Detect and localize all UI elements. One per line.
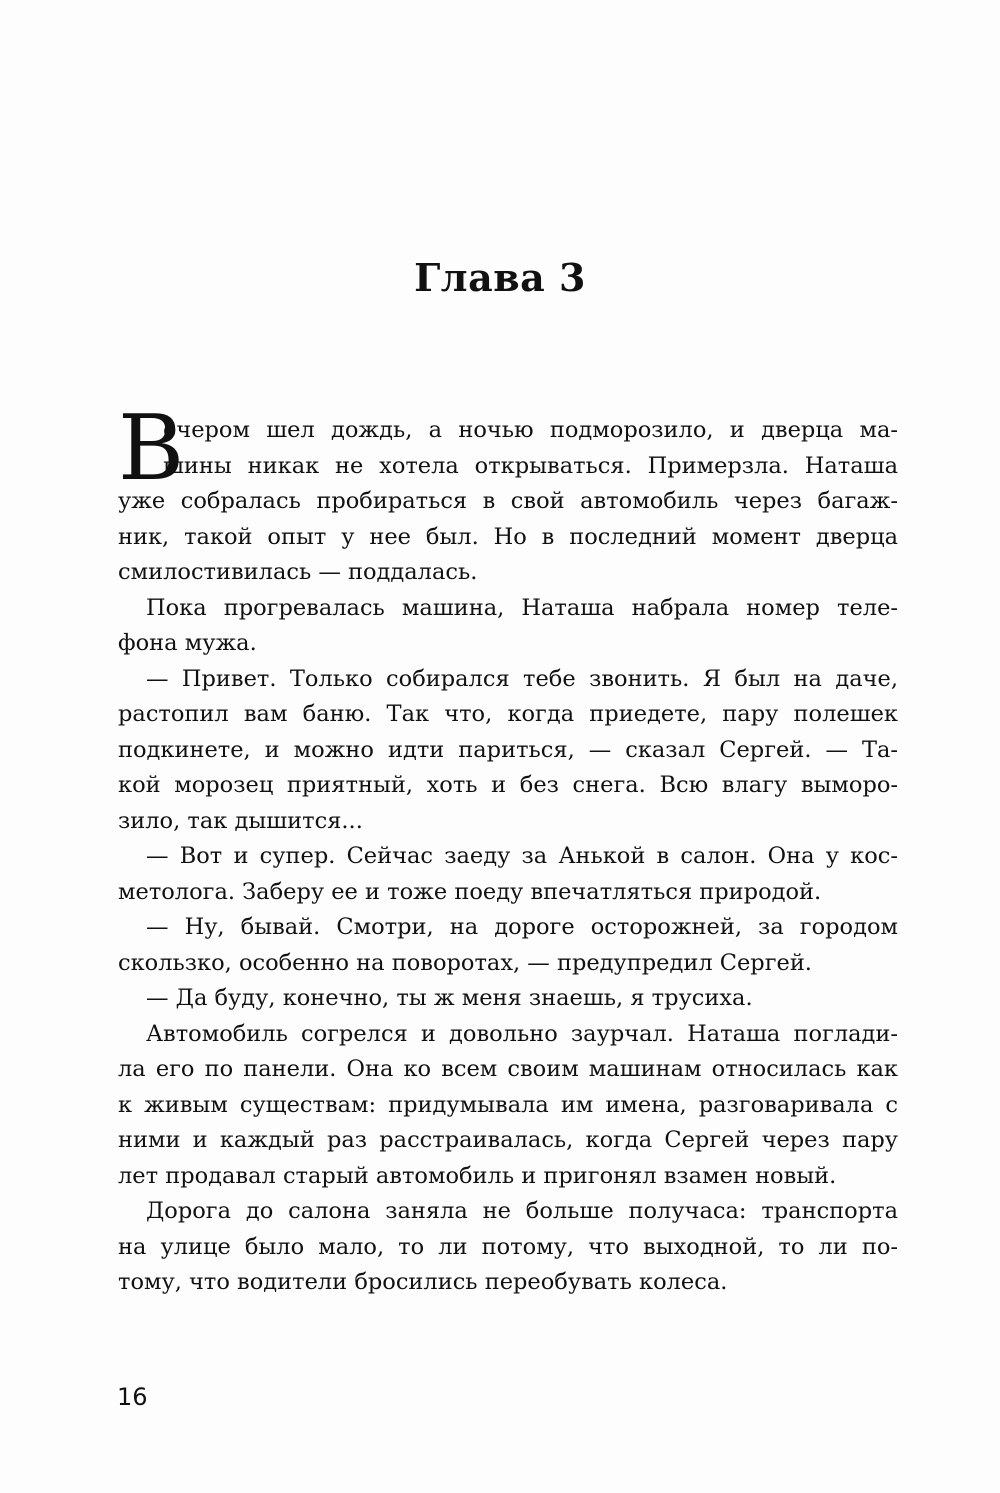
text-line: — Ну, бывай. Смотри, на дороге осторожней, за городом	[146, 914, 898, 940]
text-line: ечером шел дождь, а ночью подморозило, и дверца ма-	[163, 417, 898, 443]
text-line: смилостивилась — поддалась.	[118, 559, 478, 585]
drop-cap: В	[118, 396, 185, 501]
text-line: Дорога до салона заняла не больше получаса: транспорта	[146, 1198, 898, 1224]
text-line: тому, что водители бросились переобувать колеса.	[118, 1269, 728, 1295]
chapter-body	[118, 413, 898, 1301]
page-number: 16	[117, 1383, 148, 1411]
text-line: на улице было мало, то ли потому, что выходной, то ли по-	[118, 1233, 898, 1260]
text-line: — Привет. Только собирался тебе звонить. Я был на даче,	[146, 665, 898, 692]
text-line: зило, так дышится...	[118, 807, 363, 834]
text-line: — Да буду, конечно, ты ж меня знаешь, я трусиха.	[146, 985, 753, 1011]
text-line: метолога. Заберу ее и тоже поеду впечатляться природой.	[118, 878, 822, 905]
chapter-title: Глава 3	[414, 255, 586, 300]
text-line: фона мужа.	[118, 630, 257, 656]
text-line: Пока прогревалась машина, Наташа набрала номер теле-	[146, 594, 898, 621]
text-line: кой морозец приятный, хоть и без снега. Всю влагу выморо-	[118, 772, 898, 798]
text-line: ник, такой опыт у нее был. Но в последний момент дверца	[118, 523, 898, 550]
text-line: ними и каждый раз расстраивалась, когда Сергей через пару	[118, 1127, 898, 1153]
text-line: шины никак не хотела открываться. Примерзла. Наташа	[163, 452, 898, 479]
text-line: уже собралась пробираться в свой автомобиль через багаж-	[118, 488, 898, 514]
text-line: лет продавал старый автомобиль и пригонял взамен новый.	[118, 1162, 837, 1189]
text-line: к живым существам: придумывала им имена, разговаривала с	[118, 1091, 898, 1118]
text-line: — Вот и супер. Сейчас заеду за Анькой в салон. Она у кос-	[146, 843, 898, 869]
text-line: скользко, особенно на поворотах, — предупредил Сергей.	[118, 949, 812, 976]
text-line: растопил вам баню. Так что, когда приедете, пару полешек	[118, 701, 898, 727]
text-line: Автомобиль согрелся и довольно заурчал. Наташа поглади-	[146, 1020, 898, 1047]
text-line: подкинете, и можно идти париться, — сказал Сергей. — Та-	[118, 736, 898, 763]
text-line: ла его по панели. Она ко всем своим машинам относилась как	[118, 1056, 898, 1082]
